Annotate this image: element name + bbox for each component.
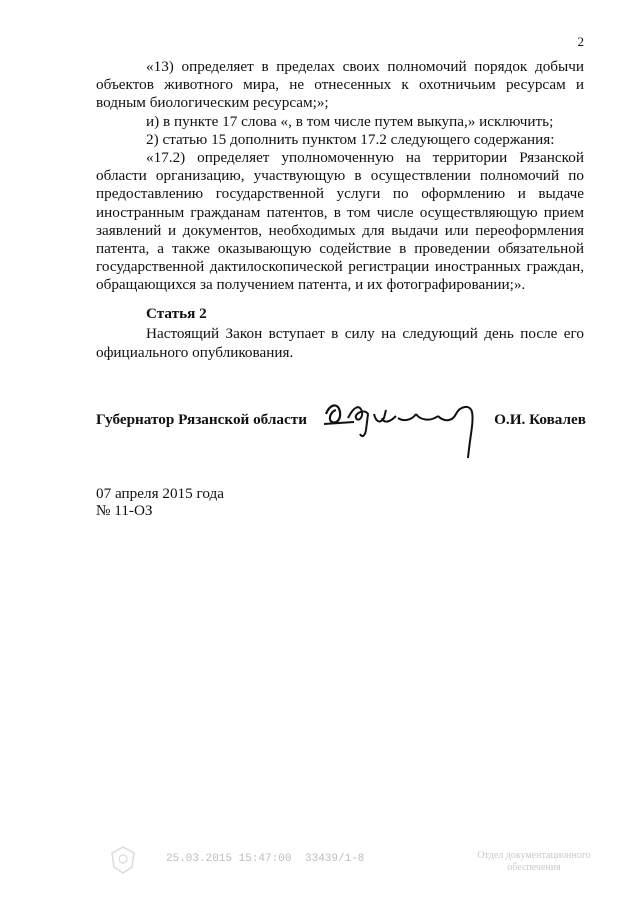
paragraph-item-2: 2) статью 15 дополнить пунктом 17.2 следующего содержания: [146, 130, 555, 148]
watermark-line-2: обеспечения [507, 862, 561, 873]
governor-name: О.И. Ковалев [494, 411, 586, 428]
footer-timestamp: 25.03.2015 15:47:00 [166, 853, 292, 865]
document-body [96, 58, 584, 295]
paragraph-item-i: и) в пункте 17 слова «, в том числе путем выкупа,» исключить; [146, 112, 554, 130]
footer-watermark [454, 850, 614, 874]
page-number: 2 [577, 34, 584, 49]
document-number: № 11-ОЗ [96, 502, 153, 519]
coat-of-arms-icon [108, 845, 138, 875]
paragraph-17-2: «17.2) определяет уполномоченную на территории Рязанской области организацию, участвующую в осуществлении полномочий по предоставлению государственной услуги по оформлению и выдаче иностранным гражданам патентов, в том числе осуществляющую прием заявлений и документов, необходимых для выдачи или переоформления патента, а также оказывающую содействие в проведении обязательной государственной дактилоскопической регистрации иностранных граждан, обращающихся за получением патента, и их фотографировании;». [96, 149, 584, 294]
watermark-line-1: Отдел документационного [477, 850, 591, 861]
footer-registration-id: 33439/1-8 [305, 853, 365, 865]
document-date: 07 апреля 2015 года [96, 485, 224, 502]
article-text: Настоящий Закон вступает в силу на следующий день после его официального опубликования. [96, 325, 584, 361]
governor-title: Губернатор Рязанской области [96, 411, 307, 428]
signature-block [96, 400, 586, 470]
paragraph-13: «13) определяет в пределах своих полномочий порядок добычи объектов животного мира, не отнесенных к охотничьим ресурсам и водным биологическим ресурсам;»; [96, 58, 584, 112]
article-heading: Статья 2 [146, 305, 207, 322]
handwritten-signature [320, 396, 490, 466]
